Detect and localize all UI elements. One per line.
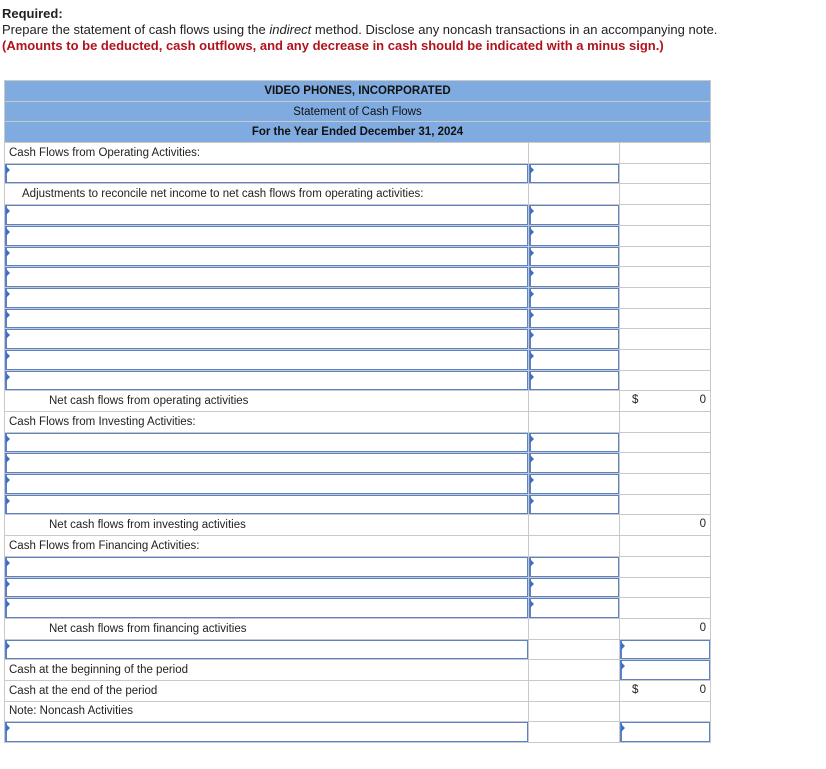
header-row [5,101,711,122]
currency-symbol: $ [632,683,639,696]
section-row [5,143,711,164]
instructions [2,6,822,54]
net-financing-label: Net cash flows from financing activities [5,618,529,639]
cash-end-value: 0 [699,683,707,696]
investing-row [5,494,711,515]
financing-row [5,556,711,577]
adjustment-amount-input[interactable] [529,350,619,370]
financing-label-input[interactable] [5,557,528,577]
net-change-row [5,639,711,660]
adjustment-label-input[interactable] [5,309,528,329]
sign-instruction: (Amounts to be deducted, cash outflows, and any decrease in cash should be indicated with a minus sign.) [2,38,664,53]
noncash-header-row [5,701,711,722]
adjustments-label: Adjustments to reconcile net income to net cash flows from operating activities: [5,184,529,205]
investing-label-input[interactable] [5,433,528,453]
cash-end-row [5,680,711,701]
investing-amount-input[interactable] [529,433,619,453]
cash-beginning-input[interactable] [620,660,710,680]
net-operating-label: Net cash flows from operating activities [5,391,529,412]
company-name: VIDEO PHONES, INCORPORATED [5,81,711,102]
cash-flow-statement [4,80,711,743]
instruction-line [2,22,822,38]
adjustment-row [5,267,711,288]
noncash-row [5,722,711,743]
net-income-label-input[interactable] [5,164,528,184]
instruction-text-cont: method. Disclose any noncash transactions in an accompanying note. [311,22,718,37]
cash-beginning-row [5,660,711,681]
adjustment-amount-input[interactable] [529,329,619,349]
section-row [5,412,711,433]
adjustment-row [5,329,711,350]
statement-period: For the Year Ended December 31, 2024 [5,122,711,143]
net-income-amount-input[interactable] [529,164,619,184]
net-change-amount-input[interactable] [620,640,710,660]
adjustment-row [5,349,711,370]
section-row [5,184,711,205]
total-row [5,515,711,536]
net-financing-total [620,618,711,639]
noncash-label: Note: Noncash Activities [5,701,529,722]
adjustment-label-input[interactable] [5,371,528,391]
investing-amount-input[interactable] [529,495,619,515]
adjustment-row [5,225,711,246]
adjustment-row [5,370,711,391]
cash-beginning-label: Cash at the beginning of the period [5,660,529,681]
net-change-label-input[interactable] [5,640,528,660]
financing-label-input[interactable] [5,578,528,598]
adjustment-row [5,246,711,267]
investing-label-input[interactable] [5,495,528,515]
adjustment-amount-input[interactable] [529,267,619,287]
financing-row [5,598,711,619]
net-investing-label: Net cash flows from investing activities [5,515,529,536]
total-row [5,391,711,412]
adjustment-label-input[interactable] [5,267,528,287]
cash-end-label: Cash at the end of the period [5,680,529,701]
currency-symbol: $ [632,394,639,407]
investing-row [5,453,711,474]
instruction-emphasis: indirect [269,22,312,37]
financing-amount-input[interactable] [529,598,619,618]
net-investing-value: 0 [699,518,707,531]
adjustment-amount-input[interactable] [529,309,619,329]
financing-label-input[interactable] [5,598,528,618]
investing-row [5,432,711,453]
adjustment-amount-input[interactable] [529,371,619,391]
adjustment-row [5,205,711,226]
financing-row [5,577,711,598]
adjustment-label-input[interactable] [5,288,528,308]
cash-end-total [620,680,711,701]
investing-label-input[interactable] [5,474,528,494]
investing-row [5,474,711,495]
net-income-row [5,163,711,184]
noncash-amount-input[interactable] [620,722,710,742]
section-row [5,536,711,557]
financing-amount-input[interactable] [529,557,619,577]
header-row [5,122,711,143]
net-financing-value: 0 [699,621,707,634]
investing-amount-input[interactable] [529,453,619,473]
adjustment-amount-input[interactable] [529,288,619,308]
adjustment-row [5,308,711,329]
net-operating-total [620,391,711,412]
net-investing-total [620,515,711,536]
required-heading: Required: [2,6,63,21]
adjustment-label-input[interactable] [5,350,528,370]
investing-label-input[interactable] [5,453,528,473]
adjustment-label-input[interactable] [5,205,528,225]
statement-title: Statement of Cash Flows [5,101,711,122]
financing-header: Cash Flows from Financing Activities: [5,536,529,557]
instruction-text: Prepare the statement of cash flows using the [2,22,270,37]
operating-header: Cash Flows from Operating Activities: [5,143,529,164]
adjustment-amount-input[interactable] [529,247,619,267]
noncash-label-input[interactable] [5,722,528,742]
adjustment-label-input[interactable] [5,247,528,267]
adjustment-label-input[interactable] [5,329,528,349]
investing-header: Cash Flows from Investing Activities: [5,412,529,433]
header-row [5,81,711,102]
adjustment-amount-input[interactable] [529,205,619,225]
financing-amount-input[interactable] [529,578,619,598]
investing-amount-input[interactable] [529,474,619,494]
adjustment-amount-input[interactable] [529,226,619,246]
total-row [5,618,711,639]
net-operating-value: 0 [699,394,707,407]
adjustment-row [5,287,711,308]
adjustment-label-input[interactable] [5,226,528,246]
